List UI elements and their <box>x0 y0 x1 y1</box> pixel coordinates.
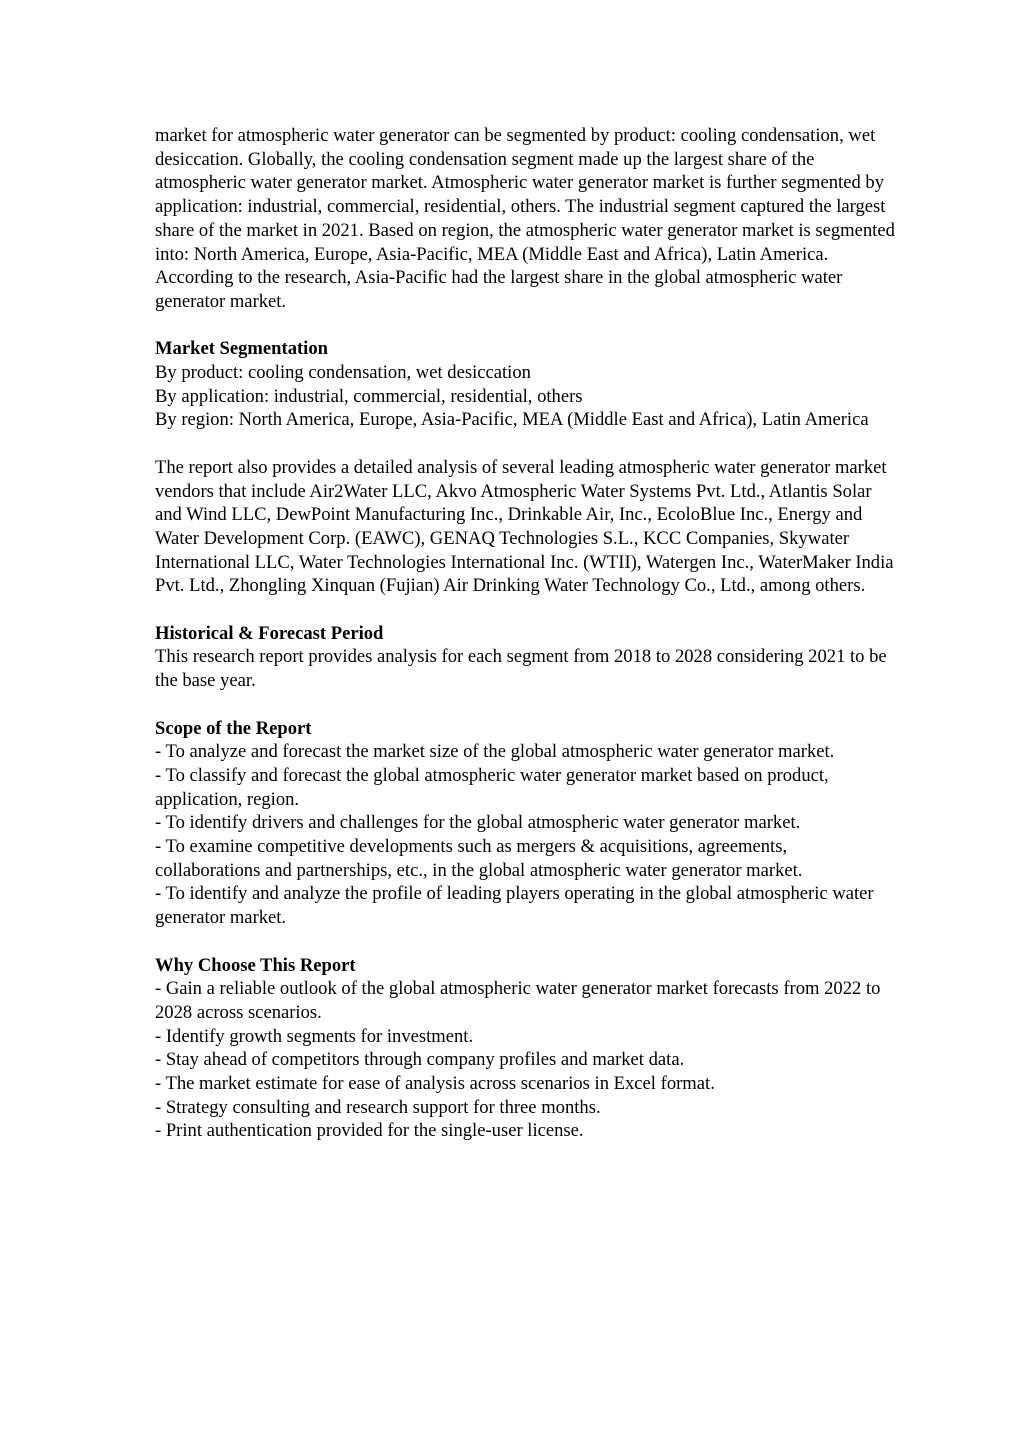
report-scope-section <box>155 717 895 930</box>
why-choose-item: - The market estimate for ease of analysis across scenarios in Excel format. <box>155 1073 715 1095</box>
why-choose-item: - Stay ahead of competitors through company profiles and market data. <box>155 1049 685 1071</box>
why-choose-heading: Why Choose This Report <box>155 954 356 976</box>
scope-item: - To classify and forecast the global atmospheric water generator market based on product, application, region. <box>155 764 829 810</box>
intro-paragraph: market for atmospheric water generator can be segmented by product: cooling condensation, wet desiccation. Globally, the cooling condensation segment made up the largest share of the atmospheric water generator market. Atmospheric water generator market is further segmented by application: industrial, commercial, residential, others. The industrial segment captured the largest share of the market in 2021. Based on region, the atmospheric water generator market is segmented into: North America, Europe, Asia-Pacific, MEA (Middle East and Africa), Latin America. According to the research, Asia-Pacific had the largest share in the global atmospheric water generator market. <box>155 125 895 312</box>
segmentation-line-region: By region: North America, Europe, Asia-Pacific, MEA (Middle East and Africa), Latin America <box>155 409 869 431</box>
forecast-period-section <box>155 622 895 693</box>
forecast-period-heading: Historical & Forecast Period <box>155 622 384 644</box>
why-choose-section <box>155 954 895 1144</box>
scope-item: - To examine competitive developments such as mergers & acquisitions, agreements, collaborations and partnerships, etc., in the global atmospheric water generator market. <box>155 836 803 881</box>
scope-item: - To identify drivers and challenges for the global atmospheric water generator market. <box>155 812 801 834</box>
scope-item: - To identify and analyze the profile of leading players operating in the global atmospheric water generator market. <box>155 883 874 929</box>
scope-item: - To analyze and forecast the market size of the global atmospheric water generator market. <box>155 741 835 763</box>
why-choose-item: - Print authentication provided for the single-user license. <box>155 1120 584 1142</box>
why-choose-item: - Gain a reliable outlook of the global atmospheric water generator market forecasts from 2022 to 2028 across scenarios. <box>155 978 881 1023</box>
market-segmentation-section <box>155 337 895 432</box>
why-choose-item: - Identify growth segments for investment. <box>155 1025 474 1047</box>
document-page <box>155 124 895 1167</box>
vendors-paragraph: The report also provides a detailed analysis of several leading atmospheric water generator market vendors that include Air2Water LLC, Akvo Atmospheric Water Systems Pvt. Ltd., Atlantis Solar and Wind LLC, DewPoint Manufacturing Inc., Drinkable Air, Inc., EcoloBlue Inc., Energy and Water Development Corp. (EAWC), GENAQ Technologies S.L., KCC Companies, Skywater International LLC, Water Technologies International Inc. (WTII), Watergen Inc., WaterMaker India Pvt. Ltd., Zhongling Xinquan (Fujian) Air Drinking Water Technology Co., Ltd., among others. <box>155 456 894 597</box>
segmentation-line-application: By application: industrial, commercial, residential, others <box>155 385 583 407</box>
why-choose-item: - Strategy consulting and research support for three months. <box>155 1096 601 1118</box>
report-scope-heading: Scope of the Report <box>155 717 312 739</box>
forecast-period-text: This research report provides analysis for each segment from 2018 to 2028 considering 2021 to be the base year. <box>155 646 887 692</box>
segmentation-line-product: By product: cooling condensation, wet desiccation <box>155 362 531 384</box>
market-segmentation-heading: Market Segmentation <box>155 338 328 360</box>
